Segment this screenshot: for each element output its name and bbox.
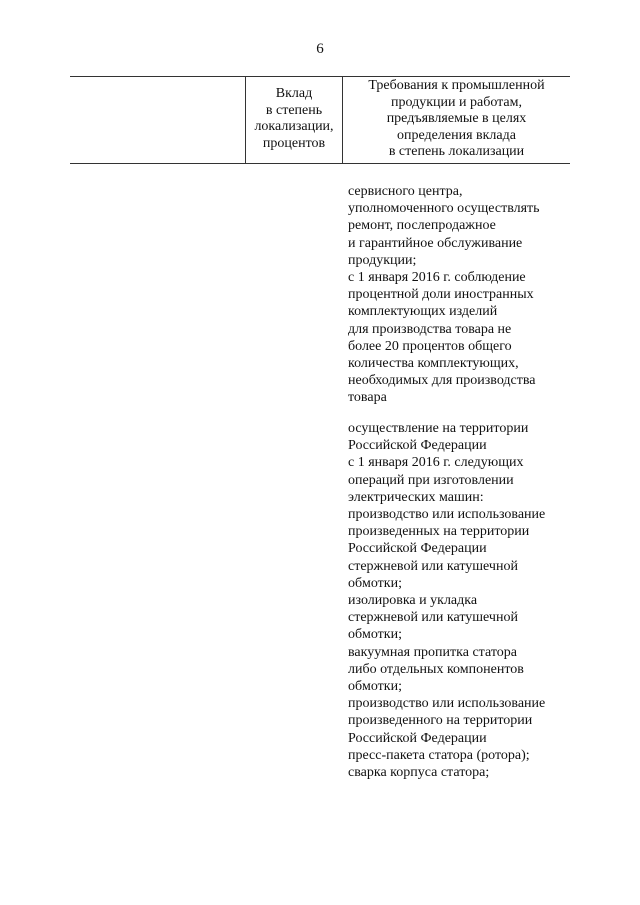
text-line: изолировка и укладка	[348, 593, 478, 609]
text-line: количества комплектующих,	[348, 356, 519, 372]
text-line: сервисного центра,	[348, 184, 463, 199]
text-line: продукции;	[348, 252, 417, 268]
text-line: и гарантийное обслуживание	[348, 235, 523, 251]
text-line: произведенного на территории	[348, 713, 533, 729]
text-line: произведенных на территории	[348, 524, 530, 540]
header-line: в степень	[265, 102, 323, 118]
text-line: производство или использование	[348, 507, 546, 523]
text-line: для производства товара не	[348, 321, 512, 337]
header-line: Вклад	[275, 86, 313, 101]
text-line: производство или использование	[348, 696, 546, 712]
text-line: Российской Федерации	[348, 730, 487, 746]
text-line: ремонт, послепродажное	[348, 218, 496, 234]
requirements-block-service	[348, 183, 540, 407]
header-product-requirements	[343, 78, 570, 161]
text-line: уполномоченного осуществлять	[348, 201, 540, 217]
text-line: с 1 января 2016 г. соблюдение	[348, 270, 526, 286]
header-line: процентов	[262, 135, 326, 151]
text-line: стержневой или катушечной	[348, 558, 518, 574]
header-line: Требования к промышленной	[368, 78, 545, 93]
page-number: 6	[316, 41, 324, 57]
text-line: Российской Федерации	[348, 438, 487, 454]
header-line: продукции и работам,	[391, 94, 522, 110]
text-line: стержневой или катушечной	[348, 610, 518, 626]
text-line: необходимых для производства	[348, 373, 536, 389]
text-line: сварка корпуса статора;	[348, 765, 490, 781]
text-line: операций при изготовлении	[348, 472, 514, 488]
text-line: либо отдельных компонентов	[348, 661, 524, 677]
text-line: обмотки;	[348, 679, 402, 695]
text-line: вакуумная пропитка статора	[348, 644, 517, 660]
text-line: пресс-пакета статора (ротора);	[348, 747, 530, 763]
text-line: с 1 января 2016 г. следующих	[348, 455, 524, 471]
table-header	[70, 76, 570, 164]
header-line: в степень локализации	[388, 144, 525, 159]
header-line: предъявляемые в целях	[386, 111, 527, 126]
text-line: обмотки;	[348, 575, 402, 591]
text-line: Российской Федерации	[348, 541, 487, 557]
text-line: более 20 процентов общего	[348, 338, 512, 354]
text-line: комплектующих изделий	[348, 304, 498, 320]
text-line: осуществление на территории	[348, 421, 529, 436]
requirements-block-operations	[348, 420, 545, 781]
text-line: обмотки;	[348, 627, 402, 643]
text-line: товара	[348, 390, 387, 406]
header-localization-contribution	[246, 86, 342, 152]
text-line: процентной доли иностранных	[348, 287, 534, 303]
text-line: электрических машин:	[348, 489, 484, 505]
header-line: локализации,	[254, 119, 334, 134]
header-line: определения вклада	[397, 127, 516, 143]
